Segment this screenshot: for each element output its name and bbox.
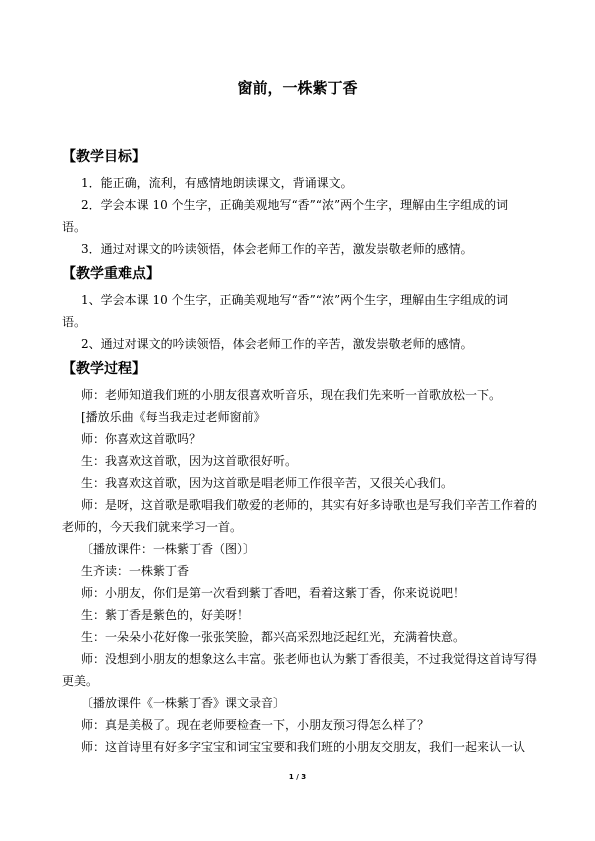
dialogue-line: 师：小朋友，你们是第一次看到紫丁香吧，看着这紫丁香，你来说说吧！ [81, 586, 466, 600]
dialogue-line: 师：老师知道我们班的小朋友很喜欢听音乐，现在我们先来听一首歌放松一下。 [81, 388, 502, 402]
dialogue-line: 生：一朵朵小花好像一张张笑脸，都兴高采烈地泛起红光，充满着快意。 [81, 630, 466, 644]
key-point-2: 2、通过对课文的吟读领悟，体会老师工作的辛苦，激发崇敬老师的感情。 [81, 337, 473, 351]
section-heading-key-points: 【教学重难点】 [62, 266, 160, 282]
dialogue-line-cont: 更美。 [62, 674, 99, 688]
objective-3: 3．通过对课文的吟读领悟，体会老师工作的辛苦，激发崇敬老师的感情。 [81, 242, 473, 256]
dialogue-line: 师：没想到小朋友的想象这么丰富。张老师也认为紫丁香很美，不过我觉得这首诗写得 [81, 652, 538, 666]
dialogue-line: 师：你喜欢这首歌吗？ [81, 432, 202, 446]
dialogue-line: 生齐读：一株紫丁香 [81, 564, 190, 578]
dialogue-line: 〔播放课件：一株紫丁香（图）〕 [81, 542, 256, 556]
dialogue-line: 生：我喜欢这首歌，因为这首歌很好听。 [81, 454, 298, 468]
dialogue-line-cont: 老师的，今天我们就来学习一首。 [62, 520, 243, 534]
key-point-1: 1、学会本课 10 个生字，正确美观地写“香”“浓”两个生字，理解由生字组成的词 语。 [62, 293, 509, 329]
page-number: 1 / 3 [288, 773, 307, 781]
process-body [62, 384, 538, 758]
dialogue-line: 师：是呀，这首歌是歌唱我们敬爱的老师的，其实有好多诗歌也是写我们辛苦工作着的 [81, 498, 538, 512]
document-title: 窗前，一株紫丁香 [237, 79, 358, 97]
dialogue-line: [播放乐曲《每当我走过老师窗前》 [81, 410, 266, 424]
dialogue-line: 生：紫丁香是紫色的，好美呀！ [81, 608, 250, 622]
dialogue-line: 生：我喜欢这首歌，因为这首歌是唱老师工作很辛苦，又很关心我们。 [81, 476, 454, 490]
dialogue-line: 师：真是美极了。现在老师要检查一下，小朋友预习得怎么样了？ [81, 718, 430, 732]
section-heading-objectives: 【教学目标】 [62, 149, 146, 165]
objective-1: 1．能正确，流利，有感情地朗读课文，背诵课文。 [81, 176, 353, 190]
objective-2: 2．学会本课 10 个生字，正确美观地写“香”“浓”两个生字，理解由生字组成的词 语。 [62, 198, 509, 234]
dialogue-line: 师：这首诗里有好多字宝宝和词宝宝要和我们班的小朋友交朋友，我们一起来认一认 [81, 740, 526, 754]
dialogue-line: 〔播放课件《一株紫丁香》课文录音〕 [81, 696, 286, 710]
section-heading-process: 【教学过程】 [62, 361, 146, 377]
